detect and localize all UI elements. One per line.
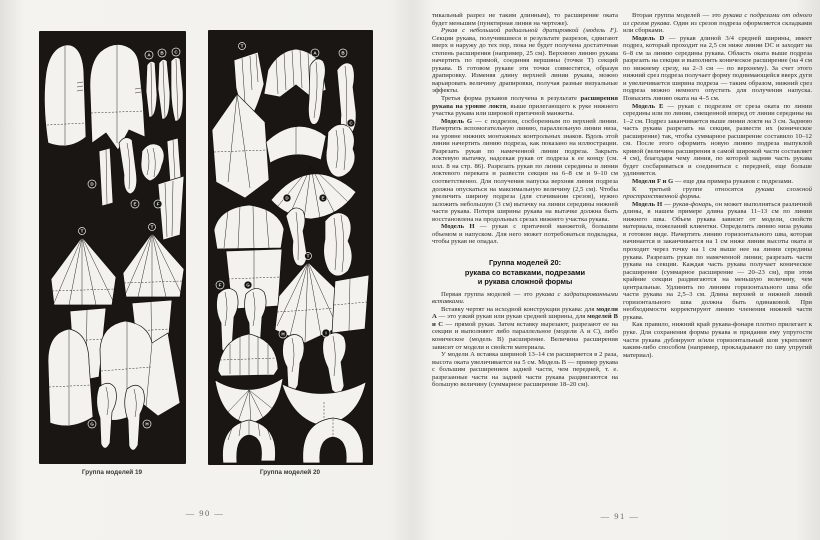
text-run: расширения рукава на уровне локтя — [432, 95, 618, 110]
text-run: Модель Е — [632, 102, 664, 110]
piece-letter-c: C — [174, 49, 178, 55]
text-run: Вторая группа моделей — это — [632, 12, 724, 19]
piece-letter-d: D — [285, 195, 289, 201]
sleeve-strip-pieces — [146, 57, 183, 121]
text-run: Модели F и G — [632, 178, 674, 186]
text-run: Секции рукава, получившиеся в результате разрезов, сдвигают вверх и наружу до тех пор, пока не будет получена достаточная степень расширения (например, 25 см). Верхнюю линию рукава начертить по прямой, соединяя вершины (точки Т) секций рукава. В готовом рукаве эти точки совместятся, образуя драпировку. Изменяя длину верхней линии рукава, можно варьировать величину драпировки, получая разные визуальные эффекты. — [432, 34, 618, 95]
figure-caption-19: Группа моделей 19 — [81, 469, 143, 476]
text-run: — это узкий рукав или рукав средней ширины, для — [436, 313, 588, 321]
text-run: Рукав с небольшой радиальной драпировкой (модель F). — [441, 27, 618, 35]
piece-letter-b: B — [341, 50, 345, 56]
piece-letter-f: F — [218, 282, 222, 288]
figure-caption-20: Группа моделей 20 — [259, 469, 321, 476]
text-column-right — [623, 12, 812, 359]
sleeve-block-piece — [90, 44, 145, 150]
crescent-fan-piece — [215, 378, 283, 424]
piece-letter-g: G — [90, 421, 94, 427]
point-letter-t: Т — [80, 228, 84, 234]
text-run: рукав-фонарь — [672, 200, 712, 208]
text-run: , он может выполняться различной длины, в нашем примере длина рукава 11–13 см по линии нижнего шва. Объем рукава зависит от модели, свойств материала, пожеланий клиентки. Определить линию низа рукава в готовом виде. Начертить линию горизонтального шва, которая начинается и заканчивается на 1 см ниже линии высоты оката и проходит через точку на 1 см выше нее на линии середины рукава. Разрезать рукав по намеченной линии; разрезать части рукава на секции. Каждая часть рукава получает коническое расширение (суммарное расширение — 20–23 см), при этом крайние секции раздвигаются на меньшую величину, чем центральные. Удлинить по линиям горизонтального шва обе части рукава на 2,5–3 см. Длина верхней и нижней линий горизонтального шва должна быть одинаковой. При необходимости корректируют линию членения нижней части рукава. — [623, 200, 813, 321]
small-pattern-pieces — [99, 138, 184, 240]
text-run: — рукав с притачной манжетой, большим объемом и напуском. Для него может потребоваться подкладка, чтобы рукав не опадал. — [432, 223, 618, 246]
piece-letter-d: D — [90, 181, 94, 187]
paragraph — [623, 201, 812, 322]
text-run: Как правило, нижний край рукава-фонаря плотно прилегает к руке. Для сохранения формы рукава и придания ему упругости части рукава дублируют и/или горизонтальный шов укрепляют каким-либо способом (например, прокладывают по шву упругий материал). — [623, 321, 812, 359]
point-letter-t: Т — [150, 224, 154, 230]
text-run: К третьей группе относятся — [632, 185, 756, 193]
text-run: рукава сложной пространственной формы. — [623, 185, 812, 201]
text-run: Один из срезов подреза оформляется складками или сборками. — [623, 19, 812, 35]
heading-line: и рукава сложной формы — [477, 277, 573, 287]
paragraph — [432, 118, 618, 224]
text-run: Третья форма рукавов получена в результате — [441, 95, 581, 103]
text-run: , выше прилегающего к руке нижнего участка рукава или широкой притачной манжеты. — [432, 102, 618, 118]
piece-letter-h: H — [145, 421, 149, 427]
paragraph — [432, 351, 618, 389]
heading-line: рукава со вставками, подрезами — [464, 267, 586, 277]
piece-letter-a: A — [147, 52, 151, 58]
paragraph — [432, 306, 618, 351]
piece-letter-g: G — [246, 282, 250, 288]
text-run: — — [662, 200, 673, 208]
text-run: тикальный разрез не таким длинным), то расширение оката будет меньшим (пунктирная линия на чертеже). — [432, 12, 618, 27]
pattern-diagram-group-20 — [208, 30, 373, 465]
figure-panel-group-20 — [208, 30, 373, 465]
gathered-sleeve-piece — [323, 330, 346, 393]
text-run: Модель D — [632, 34, 665, 42]
piece-letter-f: F — [156, 201, 160, 207]
section-heading — [432, 258, 618, 287]
text-run: — с подрезом, сосборенным по верхней линии. Начертить вспомогательную линию, параллельную линии низа, на уровне нижних монтажных контрольных знаков. Вдоль этой линии начертить линию подреза, как показано на иллюстрации. Разрезать рукав по намеченной линии подреза. Закрыть локтевую вытачку, надсекая рукав от подреза к ее концу (см. илл. 8 на стр. 86). Разрезать рукав по линии середины и линии локтевого переката и развести секции на 6–8 см и 9–10 см соответственно. Для получения напуска верхняя линия подреза должна опускаться на максимальную величину (2,5 см). Чтобы увеличить ширину подреза (для стачивания срезов), нужно заложить небольшую (3 см) вытачку на линии середины нижней части рукава. Потеря ширины рукава на вытачке должна быть восстановлена на продольных срезах нижнего участка рукава. — [432, 117, 618, 223]
paragraph — [623, 186, 812, 201]
text-run: модели А — [432, 305, 618, 321]
curved-band-piece — [266, 120, 326, 163]
paragraph — [432, 12, 618, 27]
striped-cap-piece — [214, 205, 284, 249]
flared-cap-piece — [48, 329, 93, 426]
text-run: рукава с подрезами от одного из срезов рукава. — [623, 12, 812, 27]
cuff-piece — [332, 275, 369, 333]
expanded-cap-piece — [123, 233, 184, 297]
text-run: Модель H — [632, 200, 663, 208]
gathered-sleeve-piece — [125, 385, 145, 450]
text-run: — еще два примера рукавов с подрезами. — [673, 178, 794, 186]
text-run: Модель G — [441, 117, 473, 125]
paragraph — [432, 291, 618, 306]
text-run: — рукав длиной 3/4 средней ширины, имеет подрез, который проходит на 2,5 см ниже линии DC и заходит на 6–8 см за линию середины рукава. Область оката выше подреза разрезать на секции и выполнить коническое расширение (на 4 см по нижнему срезу, на 2–3 см — по верхнему). За счет этого нижний срез подреза получает форму поднимающейся вверх дуги и увеличивается ширина подреза — таким образом, нижний срез подреза можно немного опустить для получения напуска. Повысить линию оката на 4–5 см. — [623, 34, 812, 103]
paragraph — [623, 35, 812, 103]
paragraph — [623, 103, 812, 178]
arch-piece — [303, 418, 364, 463]
text-run: У модели А вставка шириной 13–14 см расширяется в 2 раза, высота оката увеличивается на 5 см. Модель В — пример рукава с большим расширением задней части, чем передней, т. е. разрезанные части на задней части рукава раздвигаются на большую величину (суммарное расширение 18–20 см). — [432, 351, 618, 389]
text-column-left — [432, 12, 618, 389]
heading-line: Группа моделей 20: — [488, 257, 562, 267]
page-number-left: — 90 — — [185, 508, 225, 518]
paragraph — [432, 223, 618, 246]
paragraph — [623, 12, 812, 35]
text-run: моделей В и С — [432, 313, 618, 328]
sleeve-block-piece — [44, 45, 86, 146]
piece-letter-e: E — [321, 195, 325, 201]
piece-letter-e: E — [133, 201, 137, 207]
piece-letter-i: I — [325, 330, 327, 336]
text-run: рукава с задрапированными вставками. — [432, 290, 618, 306]
pattern-diagram-group-19 — [39, 31, 186, 464]
piece-letter-c: C — [349, 120, 353, 126]
drawn-sleeve-piece — [286, 208, 307, 266]
v-inset-piece — [212, 94, 269, 198]
paragraph — [432, 27, 618, 95]
text-run: Первая группа моделей — это — [441, 290, 536, 298]
paragraph — [623, 321, 812, 359]
text-run: Модель H — [441, 223, 475, 231]
pleated-arch-piece — [223, 420, 276, 463]
gathered-sleeve-piece — [324, 213, 352, 276]
paragraph — [432, 95, 618, 118]
piece-letter-a: A — [313, 50, 317, 56]
piece-letter-b: B — [160, 50, 164, 56]
piece-letter-h: H — [281, 331, 285, 337]
page-number-right: — 91 — — [600, 511, 640, 521]
drawn-sleeve-piece — [308, 59, 325, 125]
paragraph — [623, 178, 812, 186]
expanded-cap-piece — [51, 237, 116, 305]
point-letter-t: Т — [306, 253, 310, 259]
text-run: Вставку чертят на исходной конструкции рукава: для — [441, 305, 597, 313]
text-run: — рукав с подрезом от среза оката по линии середины или по линии, смещенной вперед от линии середины на 1–2 см. Подрез заканчивается выше линии локтя на 3 см. Заднюю часть рукава разрезать на секции, развести их (коническое расширение) так, чтобы суммарное расширение составило 10–12 см. После этого оформить новую линию подреза выпуклой кривой (величина расширения в самой широкой части составляет 4 см), благодаря чему линия, по которой задняя часть рукава будет сосбариваться и соединяться с передней, еще больше удлиняется. — [623, 102, 812, 178]
point-letter-t: Т — [240, 43, 244, 49]
gathered-sleeve-piece — [281, 331, 305, 391]
text-run: — прямой рукав. Затем вставку вырезают, разрезают ее на секции и выполняют либо параллельное (модели А и С), либо коническое (модель В) расширение. Величина расширения зависит от модели и свойств материала. — [432, 320, 618, 351]
gathered-sleeve-piece — [326, 124, 355, 177]
figure-panel-group-19 — [39, 31, 186, 464]
